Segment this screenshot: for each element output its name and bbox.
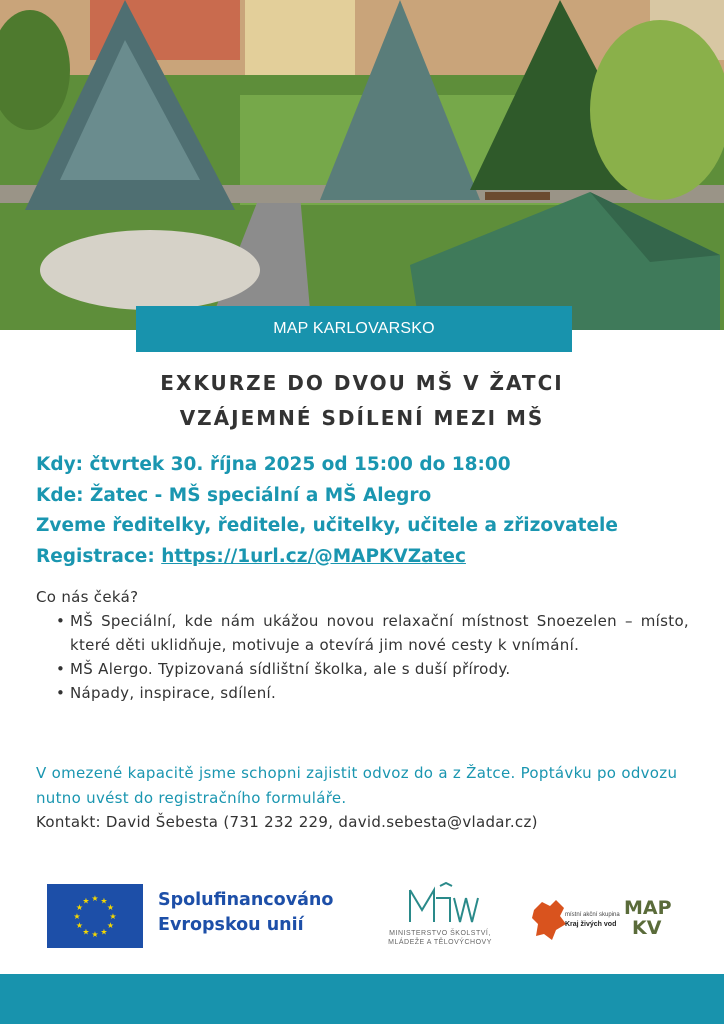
registration-label: Registrace: — [36, 545, 162, 567]
svg-text:★: ★ — [75, 921, 84, 930]
list-item: • Nápady, inspirace, sdílení. — [36, 681, 689, 705]
svg-text:★: ★ — [82, 896, 90, 906]
svg-text:★: ★ — [75, 903, 84, 912]
event-audience: Zveme ředitelky, ředitele, učitelky, učitele a zřizovatele — [36, 515, 618, 536]
svg-text:★: ★ — [100, 927, 108, 937]
eu-text-line1: Spolufinancováno — [158, 890, 334, 910]
event-info — [36, 450, 696, 572]
contact-info: Kontakt: David Šebesta (731 232 229, david.sebesta@vladar.cz) — [36, 813, 538, 831]
organization-banner: MAP KARLOVARSKO — [136, 306, 572, 352]
svg-text:★: ★ — [73, 912, 81, 921]
kraj-zivych-vod-logo — [530, 896, 612, 942]
list-item: • MŠ Speciální, kde nám ukážou novou relaxační místnost Snoezelen – místo, které děti uklidňuje, motivuje a otevírá jim nové cesty k vnímání. — [36, 609, 689, 657]
svg-text:★: ★ — [106, 903, 115, 912]
registration-link[interactable]: https://1url.cz/@MAPKVZatec — [161, 545, 466, 567]
page-subtitle: VZÁJEMNÉ SDÍLENÍ MEZI MŠ — [179, 406, 545, 430]
eu-cofunding-text — [158, 888, 333, 938]
kraj-label: místní akční skupina — [565, 912, 620, 918]
svg-text:★: ★ — [91, 930, 99, 939]
list-item: • MŠ Alergo. Typizovaná sídlištní školka, ale s duší přírody. — [36, 657, 689, 681]
map-kv-logo — [624, 898, 672, 938]
eu-flag-icon — [47, 884, 143, 948]
program-heading: Co nás čeká? — [36, 588, 139, 606]
map-kv-line2: KV — [632, 917, 662, 939]
footer-bar — [0, 974, 724, 1024]
event-location: Kde: Žatec - MŠ speciální a MŠ Alegro — [36, 484, 432, 506]
svg-text:★: ★ — [100, 896, 108, 906]
map-kv-line1: MAP — [624, 897, 672, 919]
header-photo — [0, 0, 724, 330]
eu-text-line2: Evropskou unií — [158, 915, 304, 935]
kraj-name: Kraj živých vod — [565, 921, 617, 928]
page-title: EXKURZE DO DVOU MŠ V ŽATCI — [160, 371, 564, 395]
svg-text:★: ★ — [91, 894, 99, 903]
event-date: Kdy: čtvrtek 30. října 2025 od 15:00 do 18:00 — [36, 454, 511, 475]
registration-line — [36, 542, 696, 573]
svg-text:★: ★ — [82, 927, 90, 937]
program-section — [36, 585, 689, 705]
msmt-caption-line1: MINISTERSTVO ŠKOLSTVÍ, — [389, 930, 491, 937]
program-list — [36, 609, 689, 705]
transport-note: V omezené kapacitě jsme schopni zajistit odvoz do a z Žatce. Poptávku po odvozu nutno uvést do registračního formuláře. — [36, 764, 678, 807]
msmt-caption — [368, 929, 512, 947]
svg-text:★: ★ — [106, 921, 115, 930]
msmt-caption-line2: MLÁDEŽE A TĚLOVÝCHOVY — [388, 939, 492, 946]
svg-text:★: ★ — [109, 912, 117, 921]
